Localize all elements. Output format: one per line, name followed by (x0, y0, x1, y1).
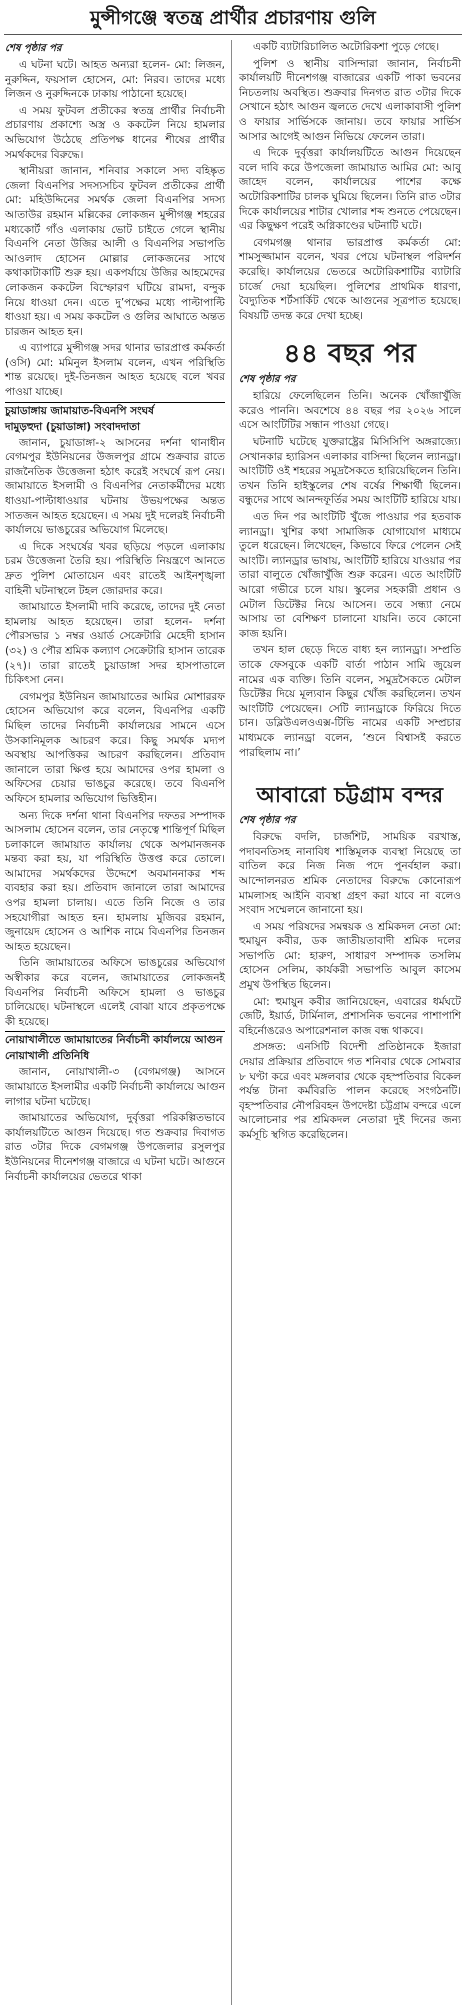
byline-chuadanga: দামুড়হুদা (চুয়াডাঙ্গা) সংবাদদাতা (5, 420, 141, 433)
paragraph: ঘটনাটি ঘটেছে যুক্তরাষ্ট্রের মিসিসিপি অঙ্গরাজ্যে। সেখানকার হ্যারিসন এলাকার বাসিন্দা ছিলেন ল্যানড্রা। আংটিটি ওই শহরের সমুদ্রসৈকতে হারিয়েছিলেন তিনি। তখন তিনি হাইস্কুলের শেষ বর্ষের শিক্ষার্থী ছিলেন। বন্ধুদের সাথে আনন্দফূর্তির সময় আংটিটি হারিয়ে যায়। (239, 436, 461, 507)
paragraph: বিরুদ্ধে বদলি, চার্জশিট, সাময়িক বরখাস্ত, পদাবনতিসহ নানাবিধ শাস্তিমূলক ব্যবস্থা নিয়েছে তা বাতিল করে নিজ নিজ পদে পুনর্বহাল করা। আন্দোলনরত শ্রমিক নেতাদের বিরুদ্ধে কোনোরূপ মামলাসহ আইনি ব্যবস্থা গ্রহণ করা যাবে না বলেও সংবাদ সম্মেলনে জানানো হয়। (239, 831, 461, 917)
subheading-noakhali: নোয়াখালীতে জামায়াতের নির্বাচনী কার্যালয়ে আগুন (5, 1031, 225, 1049)
continued-label: শেষ পৃষ্ঠার পর (239, 374, 296, 386)
headline-rule (4, 34, 462, 35)
paragraph: বেগমপুর ইউনিয়ন জামায়াতের আমির মোশাররফ হোসেন অভিযোগ করে বলেন, বিএনপির একটি মিছিল তাদের নির্বাচনী কার্যালয়ের সামনে এসে উসকানিমূলক আচরণ করে। কিছু সমর্থক মদ্যপ অবস্থায় আপত্তিকর আচরণ করছিলেন। প্রতিবাদ জানালে তারা ক্ষিপ্ত হয়ে আমাদের ওপর হামলা ও অফিসের চেয়ার ভাঙচুর করেছে। তবে বিএনপি অফিসে হামলার অভিযোগ ভিত্তিহীন। (5, 690, 225, 805)
paragraph: এ সময় পরিষদের সমন্বয়ক ও শ্রমিকদল নেতা মো: হুমায়ুন কবীর, ডক জাতীয়তাবাদী শ্রমিক দলের সভাপতি মো: হারুণ, সাধারণ সম্পাদক তসলিম হোসেন সেলিম, কার্যকরী সভাপতি আবুল কাসেম প্রমুখ উপস্থিত ছিলেন। (239, 920, 461, 992)
paragraph: জামায়াতের অভিযোগ, দুর্বৃত্তরা পরিকল্পিতভাবে কার্যালয়টিতে আগুন দিয়েছে। গত শুক্রবার দিবাগত রাত ৩টার দিকে বেগমগঞ্জ উপজেলার রসুলপুর ইউনিয়নের দীনেশগঞ্জ বাজারে এ ঘটনা ঘটে। আগুনে নির্বাচনী কার্যালয়ের ভেতরে থাকা (5, 1112, 225, 1183)
continued-label: শেষ পৃষ্ঠার পর (239, 815, 296, 827)
paragraph: বেগমগঞ্জ থানার ভারপ্রাপ্ত কর্মকর্তা মো: শামসুজ্জামান বলেন, খবর পেয়ে ঘটনাস্থল পরিদর্শন করেছি। কার্যালয়ের ভেতরে অটোরিকশাটির ব্যাটারি চার্জে দেয়া হয়েছিল। পুলিশের প্রাথমিক ধারণা, বৈদ্যুতিক শর্টসার্কিট থেকে আগুনের সূত্রপাত হয়েছে। বিষয়টি তদন্ত করে দেখা হচ্ছে। (239, 236, 461, 322)
byline-noakhali: নোয়াখালী প্রতিনিধি (5, 1050, 90, 1063)
paragraph: মো: হুমায়ুন কবীর জানিয়েছেন, এবারের ধর্মঘটে জেটি, ইয়ার্ড, টার্মিনাল, প্রশাসনিক ভবনের পাশাপাশি বহির্নোঙরেও অপারেশনাল কাজ বন্ধ থাকবে। (239, 995, 461, 1037)
paragraph: স্থানীয়রা জানান, শনিবার সকালে সদ্য বহিষ্কৃত জেলা বিএনপির সদস্যসচিব ফুটবল প্রতীকের প্রার্থী মো: মহিউদ্দিনের সমর্থক জেলা বিএনপির সদস্য আতাউর রহমান মল্লিকের লোকজন মুন্সীগঞ্জ শহরের মধ্যকোর্ট গাঁও এলাকায় ভোট চাইতে গেলে স্থানীয় বিএনপি নেতা উজির আলী ও বিএনপির সভাপতি আওলাদ হোসেন মোল্লার লোকজনের সাথে কথাকাটাকাটি শুরু হয়। একপর্যায়ে উজির আহমেদের লোকজন ককটেল বিস্ফোরণ ঘটিয়ে রামদা, বন্দুক নিয়ে ধাওয়া দেন। এতে দু’পক্ষের মধ্যে পাল্টাপাল্টি ধাওয়া হয়। এ সময় ককটেল ও গুলির আঘাতে অন্তত চারজন আহত হন। (5, 165, 225, 338)
paragraph: এ ঘটনা ঘটে। আহত অন্যরা হলেন- মো: লিজন, নুরুদ্দিন, ফয়সাল হোসেন, মো: নিরব। তাদের মধ্যে লিজন ও নুরুদ্দিনকে ঢাকায় পাঠানো হয়েছে। (5, 59, 225, 101)
paragraph: এ ব্যাপারে মুন্সীগঞ্জ সদর থানার ভারপ্রাপ্ত কর্মকর্তা (ওসি) মো: মমিনুল ইসলাম বলেন, এখন পরিস্থিতি শান্ত রয়েছে। দুই-তিনজন আহত হয়েছে বলে খবর পাওয়া যাচ্ছে। (5, 342, 225, 399)
paragraph: হারিয়ে ফেলেছিলেন তিনি। অনেক খোঁজাখুঁজি করেও পাননি। অবশেষে ৪৪ বছর পর ২০২৬ সালে এসে আংটিটির সন্ধান পাওয়া গেছে। (239, 390, 461, 432)
page-headline: মুন্সীগঞ্জে স্বতন্ত্র প্রার্থীর প্রচারণায় গুলি (90, 7, 376, 29)
paragraph: প্রসঙ্গত: এনসিটি বিদেশী প্রতিষ্ঠানকে ইজারা দেয়ার প্রক্রিয়ার প্রতিবাদে গত শনিবার থেকে সোমবার ৮ ঘণ্টা করে এবং মঙ্গলবার থেকে বৃহস্পতিবার বিকেল পর্যন্ত টানা কর্মবিরতি পালন করেছে সংগঠনটি। বৃহস্পতিবার নৌপরিবহন উপদেষ্টা চট্টগ্রাম বন্দরে এলে আলোচনার পর শ্রমিকদল নেতারা দুই দিনের জন্য কর্মসূচি স্থগিত করেছিলেন। (239, 1041, 461, 1141)
subheading-chuadanga: চুয়াডাঙ্গায় জামায়াত-বিএনপি সংঘর্ষ (5, 402, 225, 420)
paragraph: জানান, নোয়াখালী-৩ (বেগমগঞ্জ) আসনে জামায়াতে ইসলামীর একটি নির্বাচনী কার্যালয়ে আগুন লাগার ঘটনা ঘটেছে। (5, 1066, 225, 1108)
paragraph: জানান, চুয়াডাঙ্গা-২ আসনের দর্শনা থানাধীন বেগমপুর ইউনিয়নের উজলপুর গ্রামে শুক্রবার রাতে রাজনৈতিক উত্তেজনা হঠাৎ করেই সংঘর্ষে রূপ নেয়। জামায়াতে ইসলামী ও বিএনপির নেতাকর্মীদের মধ্যে ধাওয়া-পাল্টাধাওয়ার ঘটনায় উভয়পক্ষের অন্তত সাতজন আহত হয়েছেন। এ সময় দুই দলেরই নির্বাচনী কার্যালয়ে ভাঙচুরের অভিযোগ মিলেছে। (5, 436, 225, 537)
paragraph: জামায়াতে ইসলামী দাবি করেছে, তাদের দুই নেতা হামলায় আহত হয়েছেন। তারা হলেন- দর্শনা পৌরসভার ১ নম্বর ওয়ার্ড সেক্রেটারি মেহেদী হাসান (৩২) ও পৌর শ্রমিক কল্যাণ সেক্রেটারি হাসান তারেক (২৭)। তারা রাতেই চুয়াডাঙ্গা সদর হাসপাতালে চিকিৎসা নেন। (5, 601, 225, 687)
section-headline-chattogram-port: আবারো চট্টগ্রাম বন্দর (256, 783, 444, 808)
paragraph: অন্য দিকে দর্শনা থানা বিএনপির দফতর সম্পাদক আসলাম হোসেন বলেন, তার নেতৃত্বে শান্তিপূর্ণ মিছিল চলাকালে জামায়াত কার্যালয় থেকে অপমানজনক মন্তব্য করা হয়, যা পরিস্থিতি উত্তপ্ত করে তোলে। আমাদের সমর্থকদের উদ্দেশে অবমাননাকর শব্দ ব্যবহার করা হয়। প্রতিবাদ জানালে তারা আমাদের ওপর হামলা চালায়। এতে তিনি নিজে ও তার সহযোগীরা আহত হন। হামলায় মুজিবর রহমান, জুনায়েদ হোসেন ও আশিক নামে বিএনপির তিনজন আহত হয়েছেন। (5, 809, 225, 953)
paragraph: তিনি জামায়াতের অফিসে ভাঙচুরের অভিযোগ অস্বীকার করে বলেন, জামায়াতের লোকজনই বিএনপির নির্বাচনী অফিসে হামলা ও ভাঙচুর চালিয়েছে। ঘটনাস্থলে এলেই বোঝা যাবে প্রকৃতপক্ষে কী হয়েছে। (5, 957, 225, 1028)
paragraph: তখন হাল ছেড়ে দিতে বাধ্য হন ল্যানড্রা। সম্প্রতি তাকে ফেসবুকে একটি বার্তা পাঠান সামি জুয়েল নামের এক ব্যক্তি। তিনি বলেন, সমুদ্রসৈকতে মেটাল ডিটেক্টর দিয়ে মূল্যবান কিছুর খোঁজ করছিলেন। তখন আংটিটি পেয়েছেন। সেটি ল্যানড্রাকে ফিরিয়ে দিতে চান। ডব্লিউএলওএক্স-টিভি নামের একটি সম্প্রচার মাধ্যমকে ল্যানড্রা বলেন, ‘শুনে বিশ্বাসই করতে পারছিলাম না।’ (239, 644, 461, 759)
paragraph: পুলিশ ও স্থানীয় বাসিন্দারা জানান, নির্বাচনী কার্যালয়টি দীনেশগঞ্জ বাজারের একটি পাকা ভবনের নিচতলায় অবস্থিত। শুক্রবার দিনগত রাত ৩টার দিকে সেখানে হঠাৎ আগুন জ্বলতে দেখে এলাকাবাসী পুলিশ ও ফায়ার সার্ভিসকে জানায়। তবে ফায়ার সার্ভিস আসার আগেই আগুন নিভিয়ে ফেলেন তারা। (239, 57, 461, 143)
column-divider (231, 40, 232, 2005)
section-headline-44-years: ৪৪ বছর পর (283, 339, 417, 370)
continued-label: শেষ পৃষ্ঠার পর (5, 43, 62, 54)
paragraph: এ সময় ফুটবল প্রতীকের স্বতন্ত্র প্রার্থীর নির্বাচনী প্রচারণায় প্রকাশ্যে অস্ত্র ও ককটেল নিয়ে হামলার অভিযোগ উঠেছে প্রতিপক্ষ ধানের শীষের প্রার্থীর সমর্থকদের বিরুদ্ধে। (5, 104, 225, 161)
paragraph: একটি ব্যাটারিচালিত অটোরিকশা পুড়ে গেছে। (253, 41, 440, 53)
paragraph: এ দিকে সংঘর্ষের খবর ছড়িয়ে পড়লে এলাকায় চরম উত্তেজনা তৈরি হয়। পরিস্থিতি নিয়ন্ত্রণে আনতে দ্রুত পুলিশ মোতায়েন এবং রাতেই আইনশৃঙ্খলা বাহিনী ঘটনাস্থলে টহল জোরদার করে। (5, 540, 225, 597)
left-column (5, 40, 225, 1186)
right-column (239, 40, 461, 1145)
paragraph: এ দিকে দুর্বৃত্তরা কার্যালয়টিতে আগুন দিয়েছেন বলে দাবি করে উপজেলা জামায়াত আমির মো: আবু জাহেদ বলেন, কার্যালয়ের পাশের কক্ষে অটোরিকশাটির চালক ঘুমিয়ে ছিলেন। তিনি রাত ৩টার দিকে কার্যালয়ের শাটার খোলার শব্দ শুনতে পেয়েছেন। এর কিছুক্ষণ পরেই অগ্নিকাণ্ডের ঘটনাটি ঘটে। (239, 147, 461, 233)
paragraph: এত দিন পর আংটিটি খুঁজে পাওয়ার পর হতবাক ল্যানড্রা। খুশির কথা সামাজিক যোগাযোগ মাধ্যমে তুলে ধরেছেন। লিখেছেন, কিভাবে ফিরে পেলেন সেই আংটি। ল্যানড্রার ভাষায়, আংটিটি হারিয়ে যাওয়ার পর তারা বালুতে খোঁজাখুঁজি শুরু করেন। এতে আংটিটি আরো গভীরে চলে যায়। স্কুলের সহকারী প্রধান ও মেটাল ডিটেক্টর নিয়ে আসেন। তবে সন্ধ্যা নেমে আসায় তা বেশিক্ষণ চালানো যায়নি। তবে কোনো কাজ হয়নি। (239, 511, 461, 640)
